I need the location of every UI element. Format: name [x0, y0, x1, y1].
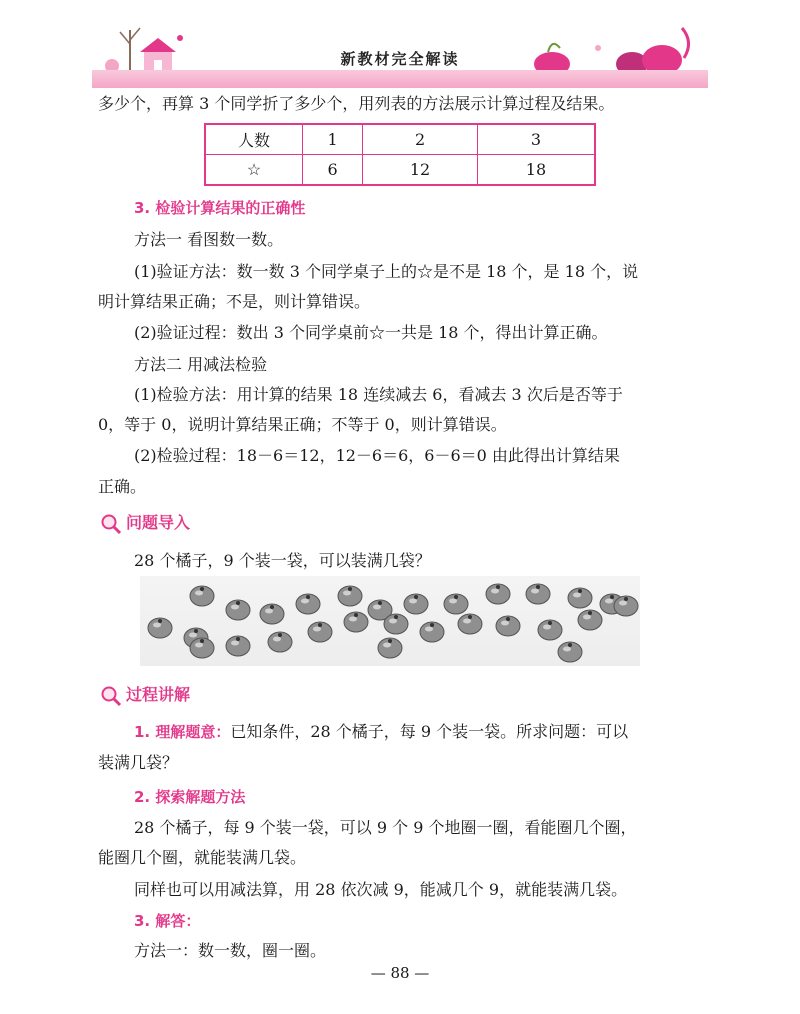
step3-line1: 方法一：数一数，圈一圈。	[134, 941, 327, 960]
orange-icon	[444, 594, 468, 614]
orange-icon	[614, 596, 638, 616]
orange-icon	[378, 638, 402, 658]
orange-icon	[190, 638, 214, 658]
table-cell: 12	[363, 155, 478, 186]
orange-icon	[404, 594, 428, 614]
step2-label: 2. 探索解题方法	[134, 788, 246, 806]
orange-icon	[268, 632, 292, 652]
step1-line2: 装满几袋？	[98, 753, 179, 772]
table-cell: 18	[477, 155, 595, 186]
m1-step2: (2)验证过程：数出 3 个同学桌前☆一共是 18 个，得出计算正确。	[134, 323, 608, 342]
table-cell: 2	[363, 124, 478, 155]
oranges-illustration	[140, 576, 640, 666]
orange-icon	[496, 616, 520, 636]
step1-line1	[134, 721, 710, 743]
process-section-title	[100, 682, 190, 707]
orange-icon	[338, 586, 362, 606]
table-cell: 1	[303, 124, 363, 155]
orange-icon	[296, 594, 320, 614]
orange-icon	[578, 610, 602, 630]
orange-icon	[458, 614, 482, 634]
intro-line: 多少个，再算 3 个同学折了多少个，用列表的方法展示计算过程及结果。	[98, 94, 615, 113]
orange-icon	[486, 584, 510, 604]
method2-title: 方法二 用减法检验	[134, 355, 268, 374]
orange-icon	[568, 588, 592, 608]
orange-icon	[538, 620, 562, 640]
step1-label: 1. 理解题意：	[134, 723, 231, 741]
check-heading: 3. 检验计算结果的正确性	[134, 199, 306, 217]
orange-icon	[420, 622, 444, 642]
step2-line1: 28 个橘子，每 9 个装一袋，可以 9 个 9 个地圈一圈，看能圈几个圈，	[134, 818, 637, 837]
orange-icon	[226, 600, 250, 620]
method1-title: 方法一 看图数一数。	[134, 230, 284, 249]
table-cell: 3	[477, 124, 595, 155]
table-row	[205, 155, 595, 186]
orange-icon	[526, 584, 550, 604]
table-row	[205, 124, 595, 155]
oranges-svg	[140, 576, 640, 666]
problem-title-text: 问题导入	[126, 513, 191, 532]
step2-line3: 同样也可以用减法算，用 28 依次减 9，能减几个 9，就能装满几袋。	[134, 880, 628, 899]
m2-step1-line1: (1)检验方法：用计算的结果 18 连续减去 6，看减去 3 次后是否等于	[134, 385, 623, 404]
page-header	[92, 18, 708, 88]
page-number: — 88 —	[370, 964, 430, 982]
table-cell: ☆	[205, 155, 303, 186]
step2-line2: 能圈几个圈，就能装满几袋。	[98, 848, 307, 867]
problem-section-title	[100, 510, 190, 535]
header-band	[92, 70, 708, 88]
m1-step1-line2: 明计算结果正确；不是，则计算错误。	[98, 292, 371, 311]
orange-icon	[190, 586, 214, 606]
table-cell: 6	[303, 155, 363, 186]
orange-icon	[384, 614, 408, 634]
result-table	[204, 123, 596, 186]
orange-icon	[344, 612, 368, 632]
header-title: 新教材完全解读	[340, 50, 460, 68]
magnifier-icon	[100, 685, 122, 707]
magnifier-icon	[100, 513, 122, 535]
process-title-text: 过程讲解	[126, 685, 191, 704]
orange-icon	[260, 604, 284, 624]
m2-step2-line2: 正确。	[98, 477, 147, 496]
orange-icon	[226, 636, 250, 656]
step1-text: 已知条件，28 个橘子，每 9 个装一袋。所求问题：可以	[230, 722, 629, 741]
orange-icon	[558, 642, 582, 662]
m1-step1-line1: (1)验证方法：数一数 3 个同学桌子上的☆是不是 18 个，是 18 个，说	[134, 262, 639, 281]
m2-step1-line2: 0，等于 0，说明计算结果正确；不等于 0，则计算错误。	[98, 415, 507, 434]
m2-step2-line1: (2)检验过程：18－6＝12，12－6＝6，6－6＝0 由此得出计算结果	[134, 446, 620, 465]
orange-icon	[148, 618, 172, 638]
step3-label: 3. 解答：	[134, 912, 201, 930]
orange-icon	[308, 622, 332, 642]
problem-text: 28 个橘子，9 个装一袋，可以装满几袋？	[134, 551, 431, 570]
table-cell: 人数	[205, 124, 303, 155]
